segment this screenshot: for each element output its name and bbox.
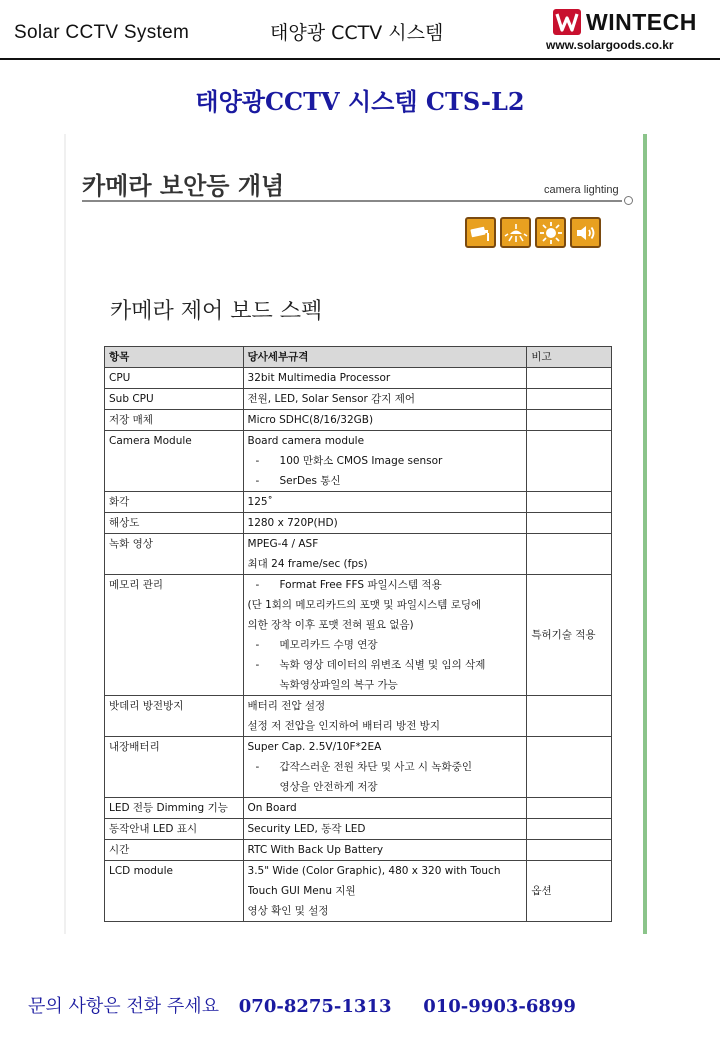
spec-detail-cell (243, 798, 527, 819)
spec-line: 최대 24 frame/sec (fps) (247, 558, 368, 570)
spec-line: 배터리 전압 설정 (247, 700, 326, 712)
table-row (105, 513, 612, 534)
spec-note-cell (527, 431, 612, 492)
spec-note-cell (527, 737, 612, 798)
phone-number-office[interactable]: 070-8275-1313 (238, 996, 392, 1017)
spec-line: 125˚ (247, 496, 273, 508)
spec-item-cell: LED 전등 Dimming 기능 (105, 798, 244, 819)
spec-line: Touch GUI Menu 지원 (247, 885, 356, 897)
spec-line: - 100 만화소 CMOS Image sensor (248, 451, 523, 471)
table-header-row (105, 347, 612, 368)
slide-title-rule (82, 200, 622, 202)
spec-table (104, 346, 612, 922)
table-row (105, 492, 612, 513)
spec-line: Micro SDHC(8/16/32GB) (247, 414, 374, 426)
slide-accent-bar (643, 134, 647, 934)
spec-detail-cell (243, 819, 527, 840)
cctv-camera-icon (465, 217, 496, 248)
spec-line: Board camera module (247, 435, 365, 447)
spec-line: RTC With Back Up Battery (247, 844, 384, 856)
spec-item-cell: Sub CPU (105, 389, 244, 410)
wintech-logo-icon (552, 8, 582, 36)
spec-item-cell: 시간 (105, 840, 244, 861)
spec-detail-cell (243, 368, 527, 389)
header-spec: 당사세부규격 (243, 347, 527, 368)
spec-line: - 녹화 영상 데이터의 위변조 식별 및 임의 삭제 (248, 655, 523, 675)
header-divider (0, 58, 720, 60)
contact-footer (28, 992, 576, 1018)
spec-detail-cell (243, 534, 527, 575)
spec-note-cell (527, 534, 612, 575)
slide-left-edge (64, 134, 66, 934)
spec-note-cell: 옵션 (527, 861, 612, 922)
table-row (105, 861, 612, 922)
spec-line: Super Cap. 2.5V/10F*2EA (247, 741, 382, 753)
spec-detail-cell (243, 431, 527, 492)
spec-detail-cell (243, 492, 527, 513)
spec-detail-cell (243, 696, 527, 737)
spec-item-cell: 저장 매체 (105, 410, 244, 431)
spec-note-cell: 특허기술 적용 (527, 575, 612, 696)
spec-note-cell (527, 513, 612, 534)
spec-item-cell: 내장배터리 (105, 737, 244, 798)
spec-line: 1280 x 720P(HD) (247, 517, 338, 529)
lamp-icon (500, 217, 531, 248)
spec-line: 녹화영상파일의 복구 가능 (279, 679, 398, 691)
spec-detail-cell (243, 513, 527, 534)
table-row (105, 840, 612, 861)
spec-line: - 갑작스러운 전원 차단 및 사고 시 녹화중인 (248, 757, 523, 777)
slide-subtitle: camera lighting (544, 184, 619, 196)
spec-section-title: 카메라 제어 보드 스펙 (110, 299, 323, 324)
spec-line: 전원, LED, Solar Sensor 감지 제어 (247, 393, 416, 405)
spec-item-cell: 녹화 영상 (105, 534, 244, 575)
table-row (105, 431, 612, 492)
table-row (105, 819, 612, 840)
table-row (105, 575, 612, 696)
table-row (105, 534, 612, 575)
spec-line: On Board (247, 802, 297, 814)
spec-line: 영상 확인 및 설정 (247, 905, 329, 917)
header-item: 항목 (105, 347, 244, 368)
spec-note-cell (527, 819, 612, 840)
spec-note-cell (527, 696, 612, 737)
sun-icon (535, 217, 566, 248)
spec-note-cell (527, 798, 612, 819)
top-header (0, 0, 720, 60)
table-row (105, 737, 612, 798)
spec-line: MPEG-4 / ASF (247, 538, 319, 550)
spec-item-cell: Camera Module (105, 431, 244, 492)
spec-table-body (105, 368, 612, 922)
spec-detail-cell (243, 575, 527, 696)
table-row (105, 798, 612, 819)
spec-note-cell (527, 410, 612, 431)
spec-detail-cell (243, 861, 527, 922)
contact-label: 문의 사항은 전화 주세요 (28, 996, 220, 1017)
phone-number-mobile[interactable]: 010-9903-6899 (423, 996, 576, 1017)
spec-line: 영상을 안전하게 저장 (279, 781, 378, 793)
spec-line: 32bit Multimedia Processor (247, 372, 391, 384)
spec-detail-cell (243, 840, 527, 861)
rule-end-dot (624, 196, 633, 205)
spec-item-cell: 동작안내 LED 표시 (105, 819, 244, 840)
spec-item-cell: CPU (105, 368, 244, 389)
table-row (105, 410, 612, 431)
spec-item-cell: 화각 (105, 492, 244, 513)
website-url[interactable]: www.solargoods.co.kr (546, 38, 674, 52)
spec-line: Security LED, 동작 LED (247, 823, 366, 835)
spec-line: (단 1회의 메모리카드의 포맷 및 파일시스템 로딩에 (247, 599, 482, 611)
header-center-title: 태양광 CCTV 시스템 (270, 22, 444, 44)
company-logo[interactable] (546, 8, 714, 54)
spec-note-cell (527, 389, 612, 410)
spec-line: 설정 저 전압을 인지하여 배터리 방전 방지 (247, 720, 440, 732)
header-note: 비고 (527, 347, 612, 368)
table-row (105, 368, 612, 389)
spec-line: - 메모리카드 수명 연장 (248, 635, 523, 655)
page-title: 태양광CCTV 시스템 CTS-L2 (195, 87, 525, 116)
spec-line: - SerDes 통신 (248, 471, 523, 491)
spec-item-cell: LCD module (105, 861, 244, 922)
spec-note-cell (527, 840, 612, 861)
spec-item-cell: 해상도 (105, 513, 244, 534)
table-row (105, 696, 612, 737)
speaker-icon (570, 217, 601, 248)
spec-line: 의한 장착 이후 포맷 전혀 필요 없음) (247, 619, 414, 631)
spec-line: - Format Free FFS 파일시스템 적용 (248, 575, 523, 595)
header-left-title: Solar CCTV System (14, 22, 190, 43)
logo-text: WINTECH (586, 9, 697, 35)
spec-note-cell (527, 492, 612, 513)
spec-line: 3.5" Wide (Color Graphic), 480 x 320 with Touch (247, 865, 501, 877)
spec-item-cell: 메모리 관리 (105, 575, 244, 696)
slide-title: 카메라 보안등 개념 (82, 172, 285, 200)
spec-detail-cell (243, 737, 527, 798)
spec-detail-cell (243, 410, 527, 431)
table-row (105, 389, 612, 410)
spec-detail-cell (243, 389, 527, 410)
spec-note-cell (527, 368, 612, 389)
spec-item-cell: 밧데리 방전방지 (105, 696, 244, 737)
